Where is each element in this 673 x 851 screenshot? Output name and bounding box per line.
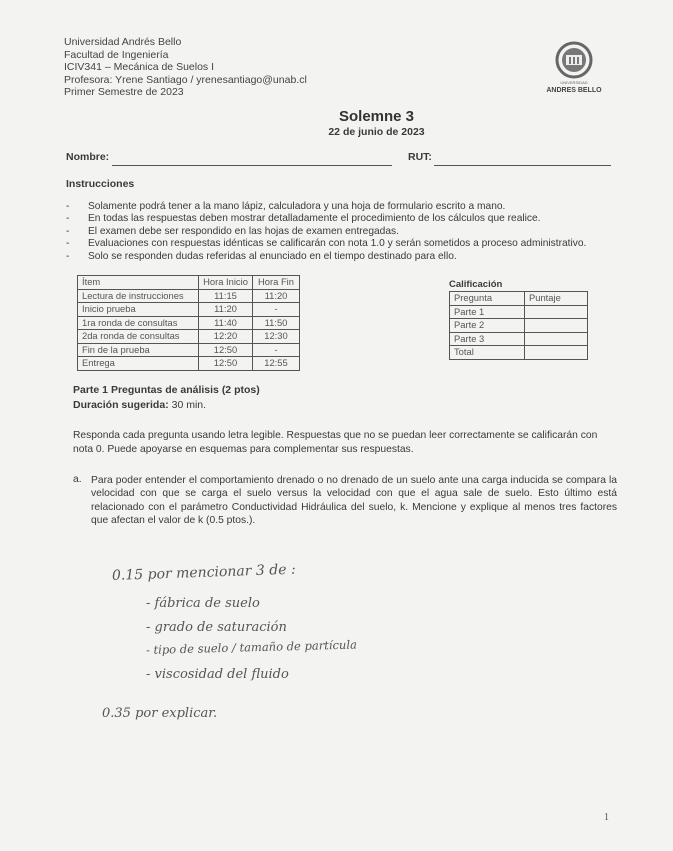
part1-duration: Duración sugerida: 30 min. — [73, 399, 207, 411]
table-row: Lectura de instrucciones 11:15 11:20 — [78, 289, 300, 303]
table-header-row — [450, 292, 588, 306]
name-label: Nombre: — [66, 151, 110, 163]
score-cell[interactable] — [525, 346, 588, 360]
part1-instructions: Responda cada pregunta usando letra legible. Respuestas que no se puedan leer correctamente se calificarán con nota 0. Puede apoyarse en esquemas para complementar sus respuestas. — [73, 430, 598, 455]
handwritten-line: 0.35 por explicar. — [102, 706, 218, 721]
handwritten-line: - viscosidad del fluido — [146, 667, 289, 682]
faculty-name: Facultad de Ingeniería — [64, 48, 169, 61]
handwritten-line: - fábrica de suelo — [146, 596, 260, 611]
instruction-item: - El examen debe ser respondido en las hojas de examen entregadas. — [66, 225, 399, 237]
svg-text:UNIVERSIDAD: UNIVERSIDAD — [560, 80, 588, 85]
exam-date: 22 de junio de 2023 — [328, 126, 425, 138]
table-row: Parte 1 — [450, 305, 588, 319]
column-header: Puntaje — [525, 292, 588, 306]
handwritten-line: - grado de saturación — [146, 620, 287, 635]
part1-title: Parte 1 Preguntas de análisis (2 ptos) — [73, 384, 260, 396]
schedule-table — [77, 275, 300, 371]
instruction-item: - Solo se responden dudas referidas al enunciado en el tiempo destinado para ello. — [66, 250, 457, 262]
column-header: Hora Fin — [253, 276, 300, 290]
semester-line: Primer Semestre de 2023 — [64, 86, 184, 98]
university-name: Universidad Andrés Bello — [64, 36, 182, 48]
course-name: ICIV341 – Mecánica de Suelos I — [64, 61, 215, 73]
question-letter: a. — [73, 474, 82, 485]
table-row: 2da ronda de consultas 12:20 12:30 — [78, 330, 300, 344]
instructions-list — [66, 201, 586, 263]
handwritten-line: 0.15 por mencionar 3 de : — [111, 561, 296, 584]
table-row: Fin de la prueba 12:50 - — [78, 343, 300, 357]
rut-label: RUT: — [408, 151, 432, 163]
score-cell[interactable] — [525, 305, 588, 319]
instructions-heading: Instrucciones — [66, 178, 135, 190]
rut-field-line[interactable] — [434, 165, 611, 166]
exam-title: Solemne 3 — [338, 108, 415, 125]
column-header: Hora Inicio — [199, 276, 253, 290]
score-cell[interactable] — [525, 319, 588, 333]
name-field-line[interactable] — [112, 165, 392, 166]
grading-table — [449, 291, 588, 360]
svg-text:ANDRES BELLO: ANDRES BELLO — [546, 87, 602, 94]
table-row: Entrega 12:50 12:55 — [78, 357, 300, 371]
page-number: 1 — [604, 812, 609, 823]
institution-header — [64, 36, 307, 99]
table-row: Total — [450, 346, 588, 360]
table-header-row — [78, 276, 300, 290]
instruction-item: - En todas las respuestas deben mostrar detalladamente el procedimiento de los cálculos que realice. — [66, 213, 541, 225]
handwritten-line: - tipo de suelo / tamaño de partícula — [145, 637, 358, 657]
score-cell[interactable] — [525, 332, 588, 346]
instruction-item: - Solamente podrá tener a la mano lápiz, calculadora y una hoja de formulario escrito a mano. — [66, 201, 506, 212]
question-text: Para poder entender el comportamiento drenado o no drenado de un suelo ante una carga inducida se compara la velocidad con que se carga el suelo versus la velocidad con que el agua sale de suelo. Esto último está relacionado con el parámetro Conductividad Hidráulica del suelo, k. Mencione y explique al menos tres factores que afectan el valor de k (0.5 ptos.). — [91, 475, 617, 527]
instruction-item: - Evaluaciones con respuestas idénticas se calificarán con nota 1.0 y serán sometidos a proceso administrativo. — [66, 238, 587, 250]
table-row: Inicio prueba 11:20 - — [78, 303, 300, 317]
grading-title: Calificación — [449, 279, 503, 290]
column-header: Ítem — [78, 276, 199, 290]
university-logo — [540, 40, 610, 98]
column-header: Pregunta — [450, 292, 525, 306]
table-row: 1ra ronda de consultas 11:40 11:50 — [78, 316, 300, 330]
university-seal-icon — [540, 40, 610, 98]
professor-line: Profesora: Yrene Santiago / yrenesantiago@unab.cl — [64, 73, 307, 86]
table-row: Parte 2 — [450, 319, 588, 333]
table-row: Parte 3 — [450, 332, 588, 346]
